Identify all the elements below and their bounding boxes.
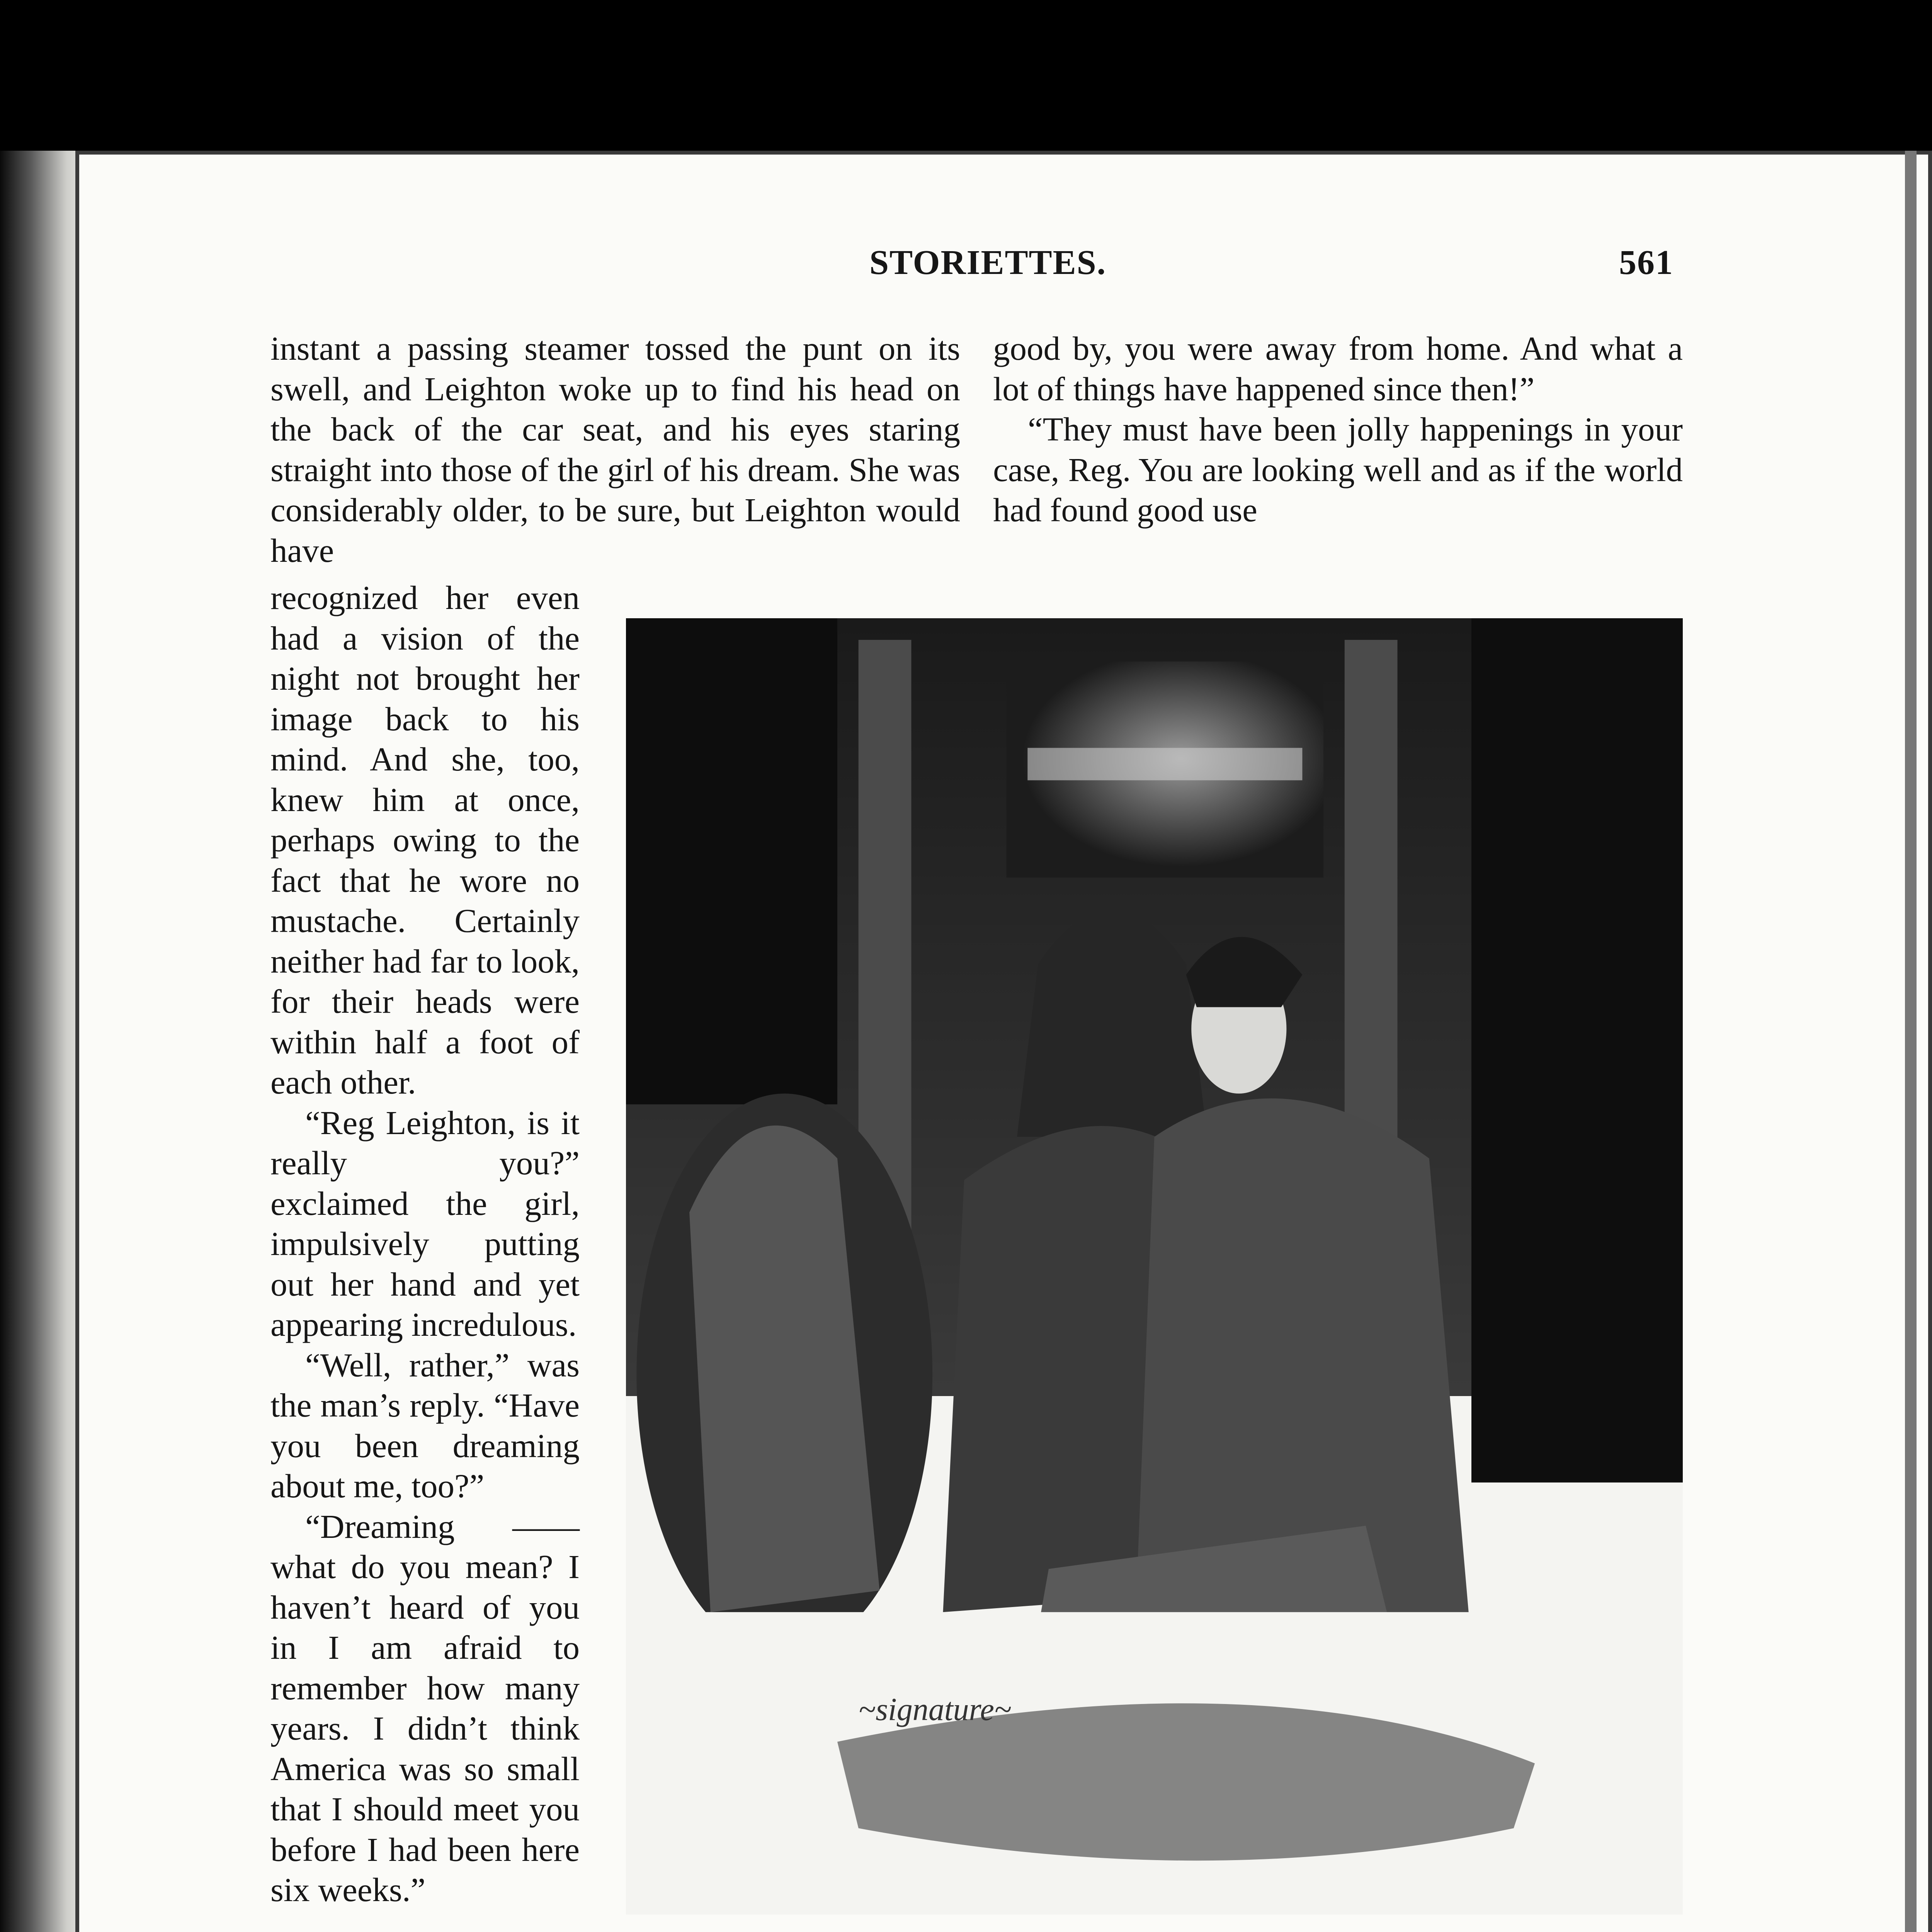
paragraph: “Well, rather,” was the man’s reply. “Have you been dreaming about me, too?” xyxy=(270,1346,580,1505)
page-number: 561 xyxy=(1619,243,1673,282)
text-column-right-top xyxy=(993,328,1683,531)
paragraph: “They must have been jolly happenings in your case, Reg. You are looking well and as if the world had found good use xyxy=(993,410,1683,529)
paragraph: instant a passing steamer tossed the punt on its swell, and Leighton woke up to find his head on the back of the car seat, and his eyes staring straight into those of the girl of his dream. She was considerably older, to be sure, but Leighton would have xyxy=(270,330,960,569)
paragraph: “Reg Leighton, is it really you?” exclaimed the girl, impulsively putting out her hand and yet appearing incredulous. xyxy=(270,1104,580,1343)
story-illustration xyxy=(626,618,1683,1915)
paragraph: “Dreaming —— what do you mean? I haven’t heard of you in I am afraid to remember how many years. I didn’t think America was so small that I should meet you before I had been here six weeks.” xyxy=(270,1507,580,1908)
train-car-scene-illustration xyxy=(626,618,1683,1915)
text-column-left-narrow xyxy=(270,578,580,1910)
paragraph: good by, you were away from home. And what a lot of things have happened since then!” xyxy=(993,330,1683,408)
text-column-left-top xyxy=(270,328,960,571)
running-title: STORIETTES. xyxy=(869,243,1107,282)
svg-text:~signature~: ~signature~ xyxy=(858,1691,1012,1727)
paragraph: recognized her even had a vision of the night not brought her image back to his mind. And she, too, knew him at once, perhaps owing to the fact that he wore no mustache. Certainly neither had far to look, for their heads were within half a foot of each other. xyxy=(270,579,580,1101)
page-edge xyxy=(1905,151,1917,1932)
